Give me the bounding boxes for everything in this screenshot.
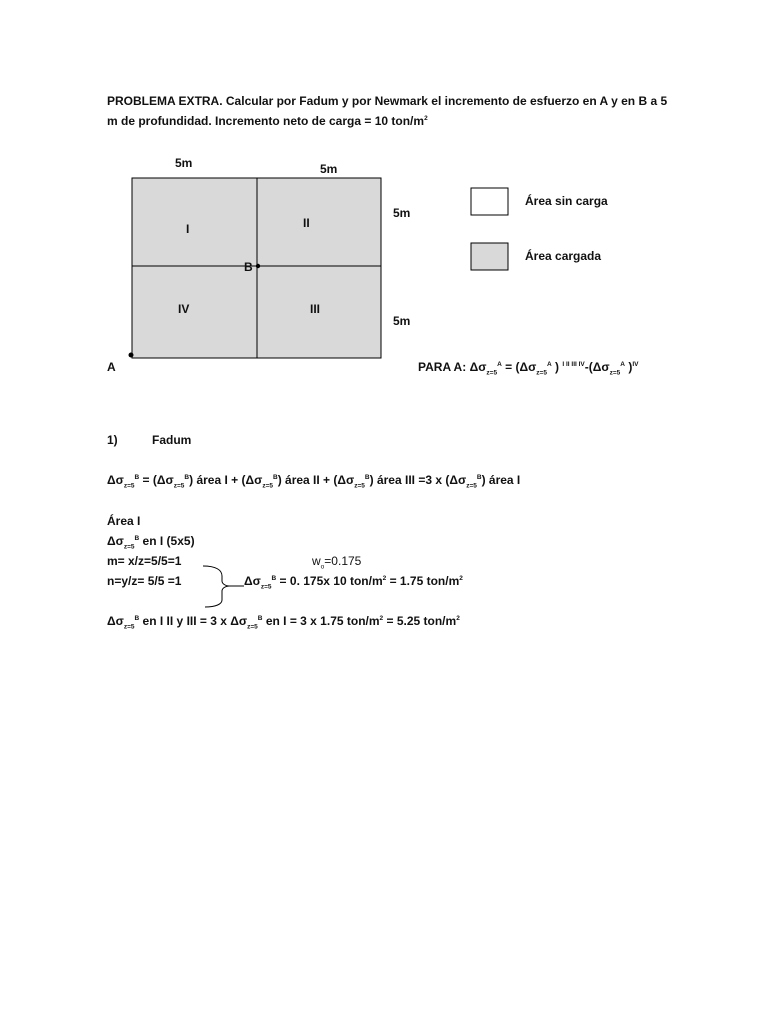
legend-unloaded-label: Área sin carga	[525, 194, 608, 208]
brace-icon	[203, 566, 229, 607]
legend-loaded-swatch	[471, 243, 508, 270]
point-b-marker	[256, 264, 260, 268]
dim-right-top: 5m	[393, 206, 411, 220]
w0-value: $w_o=0.175$	[312, 554, 362, 571]
dim-top-right: 5m	[320, 162, 338, 176]
dim-right-bottom: 5m	[393, 314, 411, 328]
point-a-marker	[129, 353, 134, 358]
problem-line-1: PROBLEMA EXTRA. Calcular por Fadum y por Newmark el incremento de esfuerzo en A y en B a 5	[107, 94, 668, 108]
m-equation: m= x/z=5/5=1	[107, 554, 182, 568]
legend-unloaded-swatch	[471, 188, 508, 215]
region-label-ii: II	[303, 216, 310, 230]
point-b-label: B	[244, 260, 253, 274]
section-title: Fadum	[152, 433, 192, 447]
area-i-stress: $\Delta\sigma_{z=5}^B$ en I (5x5)	[107, 534, 195, 551]
region-label-i: I	[186, 222, 190, 236]
para-a-equation: PARA A: $\Delta\sigma_{z=5}^A = (\Delta\sigma_{z=5}^A$ ) $^{I II III IV}-(\Delta\sigma_{z=5}^A$ )$^{IV}$	[418, 360, 639, 377]
final-result: $\Delta\sigma_{z=5}^B$ en I II y III = 3 x $\Delta\sigma_{z=5}^B$ en I = 3 x 1.75 ton/$m^2 = 5.25$ ton/$m^2$	[107, 614, 460, 631]
fadum-result: $\Delta\sigma_{z=5}^B = 0$. 175x 10 ton/$m^2 = 1.75$ ton/$m^2$	[244, 574, 463, 591]
region-label-iv: IV	[178, 302, 190, 316]
dim-top-left: 5m	[175, 156, 193, 170]
legend-loaded-label: Área cargada	[525, 249, 602, 263]
point-a-label: A	[107, 360, 116, 374]
area-i-heading: Área I	[107, 514, 141, 528]
region-label-iii: III	[310, 302, 321, 316]
problem-line-2: m de profundidad. Incremento neto de carga = 10 ton/$m^2$	[107, 114, 428, 128]
section-number: 1)	[107, 433, 118, 447]
n-equation: n=y/z= 5/5 =1	[107, 574, 182, 588]
fadum-equation: $\Delta\sigma_{z=5}^B = (\Delta\sigma_{z=5}^B)$ área $I + (\Delta\sigma_{z=5}^B)$ área II + $(\Delta\sigma_{z=5}^B)$ área III =3 x $(\Delta\sigma_{z=5}^B)$ área I	[107, 473, 521, 490]
